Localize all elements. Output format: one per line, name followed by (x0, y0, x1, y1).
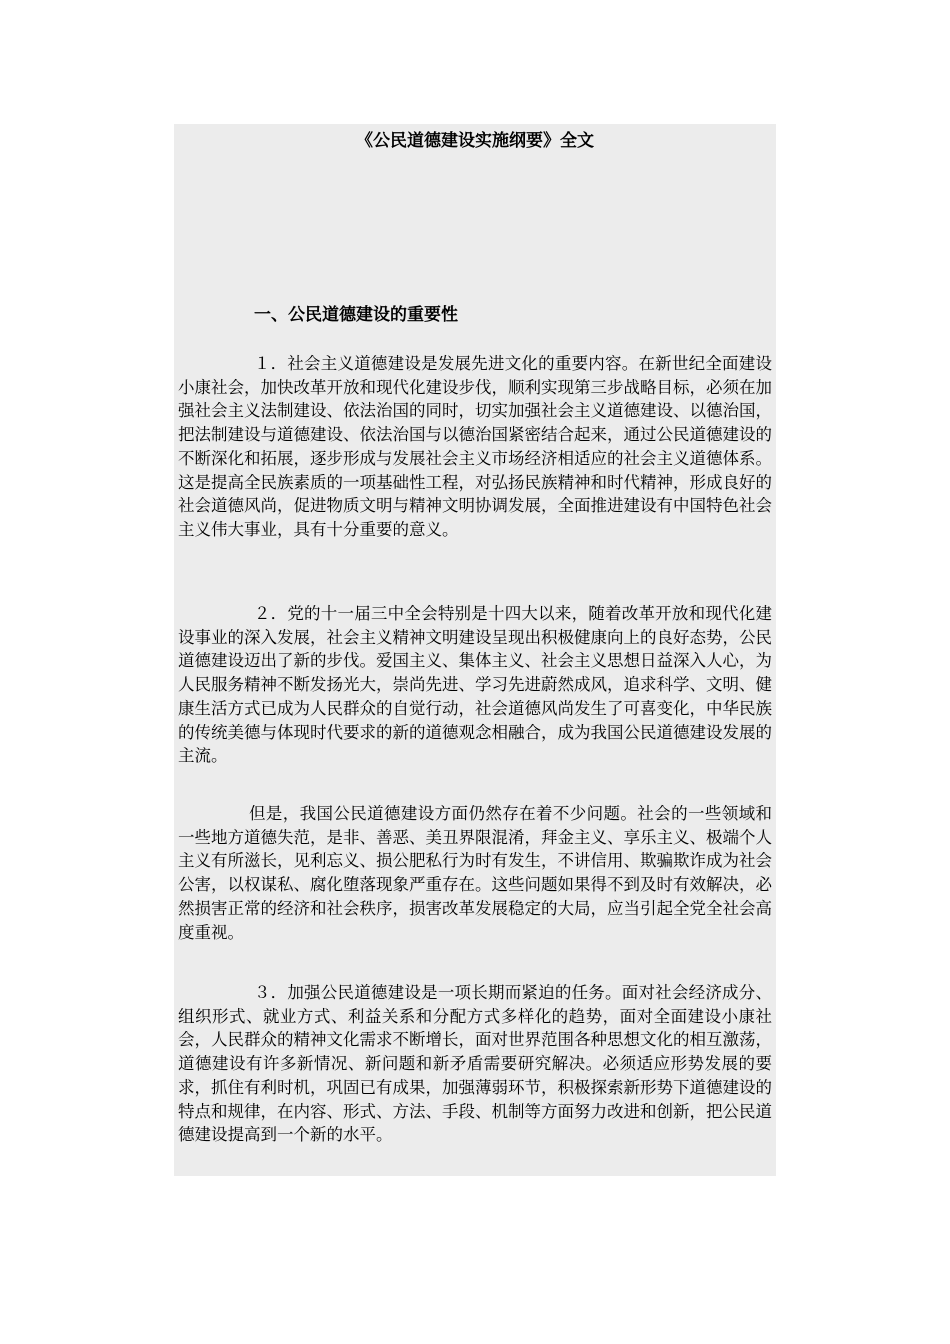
document-body (174, 124, 776, 1176)
document-title: 《公民道德建设实施纲要》全文 (356, 131, 594, 151)
paragraph: ２．党的十一届三中全会特别是十四大以来，随着改革开放和现代化建设事业的深入发展，社会主义精神文明建设呈现出积极健康向上的良好态势，公民道德建设迈出了新的步伐。爱国主义、集体主义、社会主义思想日益深入人心，为人民服务精神不断发扬光大，崇尚先进、学习先进蔚然成风，追求科学、文明、健康生活方式已成为人民群众的自觉行动，社会道德风尚发生了可喜变化，中华民族的传统美德与体现时代要求的新的道德观念相融合，成为我国公民道德建设发展的主流。 (178, 604, 772, 766)
paragraph: １．社会主义道德建设是发展先进文化的重要内容。在新世纪全面建设小康社会，加快改革开放和现代化建设步伐，顺利实现第三步战略目标，必须在加强社会主义法制建设、依法治国的同时，切实加强社会主义道德建设、以德治国，把法制建设与道德建设、依法治国与以德治国紧密结合起来，通过公民道德建设的不断深化和拓展，逐步形成与发展社会主义市场经济相适应的社会主义道德体系。这是提高全民族素质的一项基础性工程，对弘扬民族精神和时代精神，形成良好的社会道德风尚，促进物质文明与精神文明协调发展，全面推进建设有中国特色社会主义伟大事业，具有十分重要的意义。 (178, 354, 772, 539)
paragraph: ３．加强公民道德建设是一项长期而紧迫的任务。面对社会经济成分、组织形式、就业方式、利益关系和分配方式多样化的趋势，面对全面建设小康社会，人民群众的精神文化需求不断增长，面对世界范围各种思想文化的相互激荡，道德建设有许多新情况、新问题和新矛盾需要研究解决。必须适应形势发展的要求，抓住有利时机，巩固已有成果，加强薄弱环节，积极探索新形势下道德建设的特点和规律，在内容、形式、方法、手段、机制等方面努力改进和创新，把公民道德建设提高到一个新的水平。 (178, 983, 772, 1145)
section-heading: 一、公民道德建设的重要性 (254, 305, 458, 325)
paragraph: 但是，我国公民道德建设方面仍然存在着不少问题。社会的一些领域和一些地方道德失范，是非、善恶、美丑界限混淆，拜金主义、享乐主义、极端个人主义有所滋长，见利忘义、损公肥私行为时有发生，不讲信用、欺骗欺诈成为社会公害，以权谋私、腐化堕落现象严重存在。这些问题如果得不到及时有效解决，必然损害正常的经济和社会秩序，损害改革发展稳定的大局，应当引起全党全社会高度重视。 (178, 804, 772, 942)
